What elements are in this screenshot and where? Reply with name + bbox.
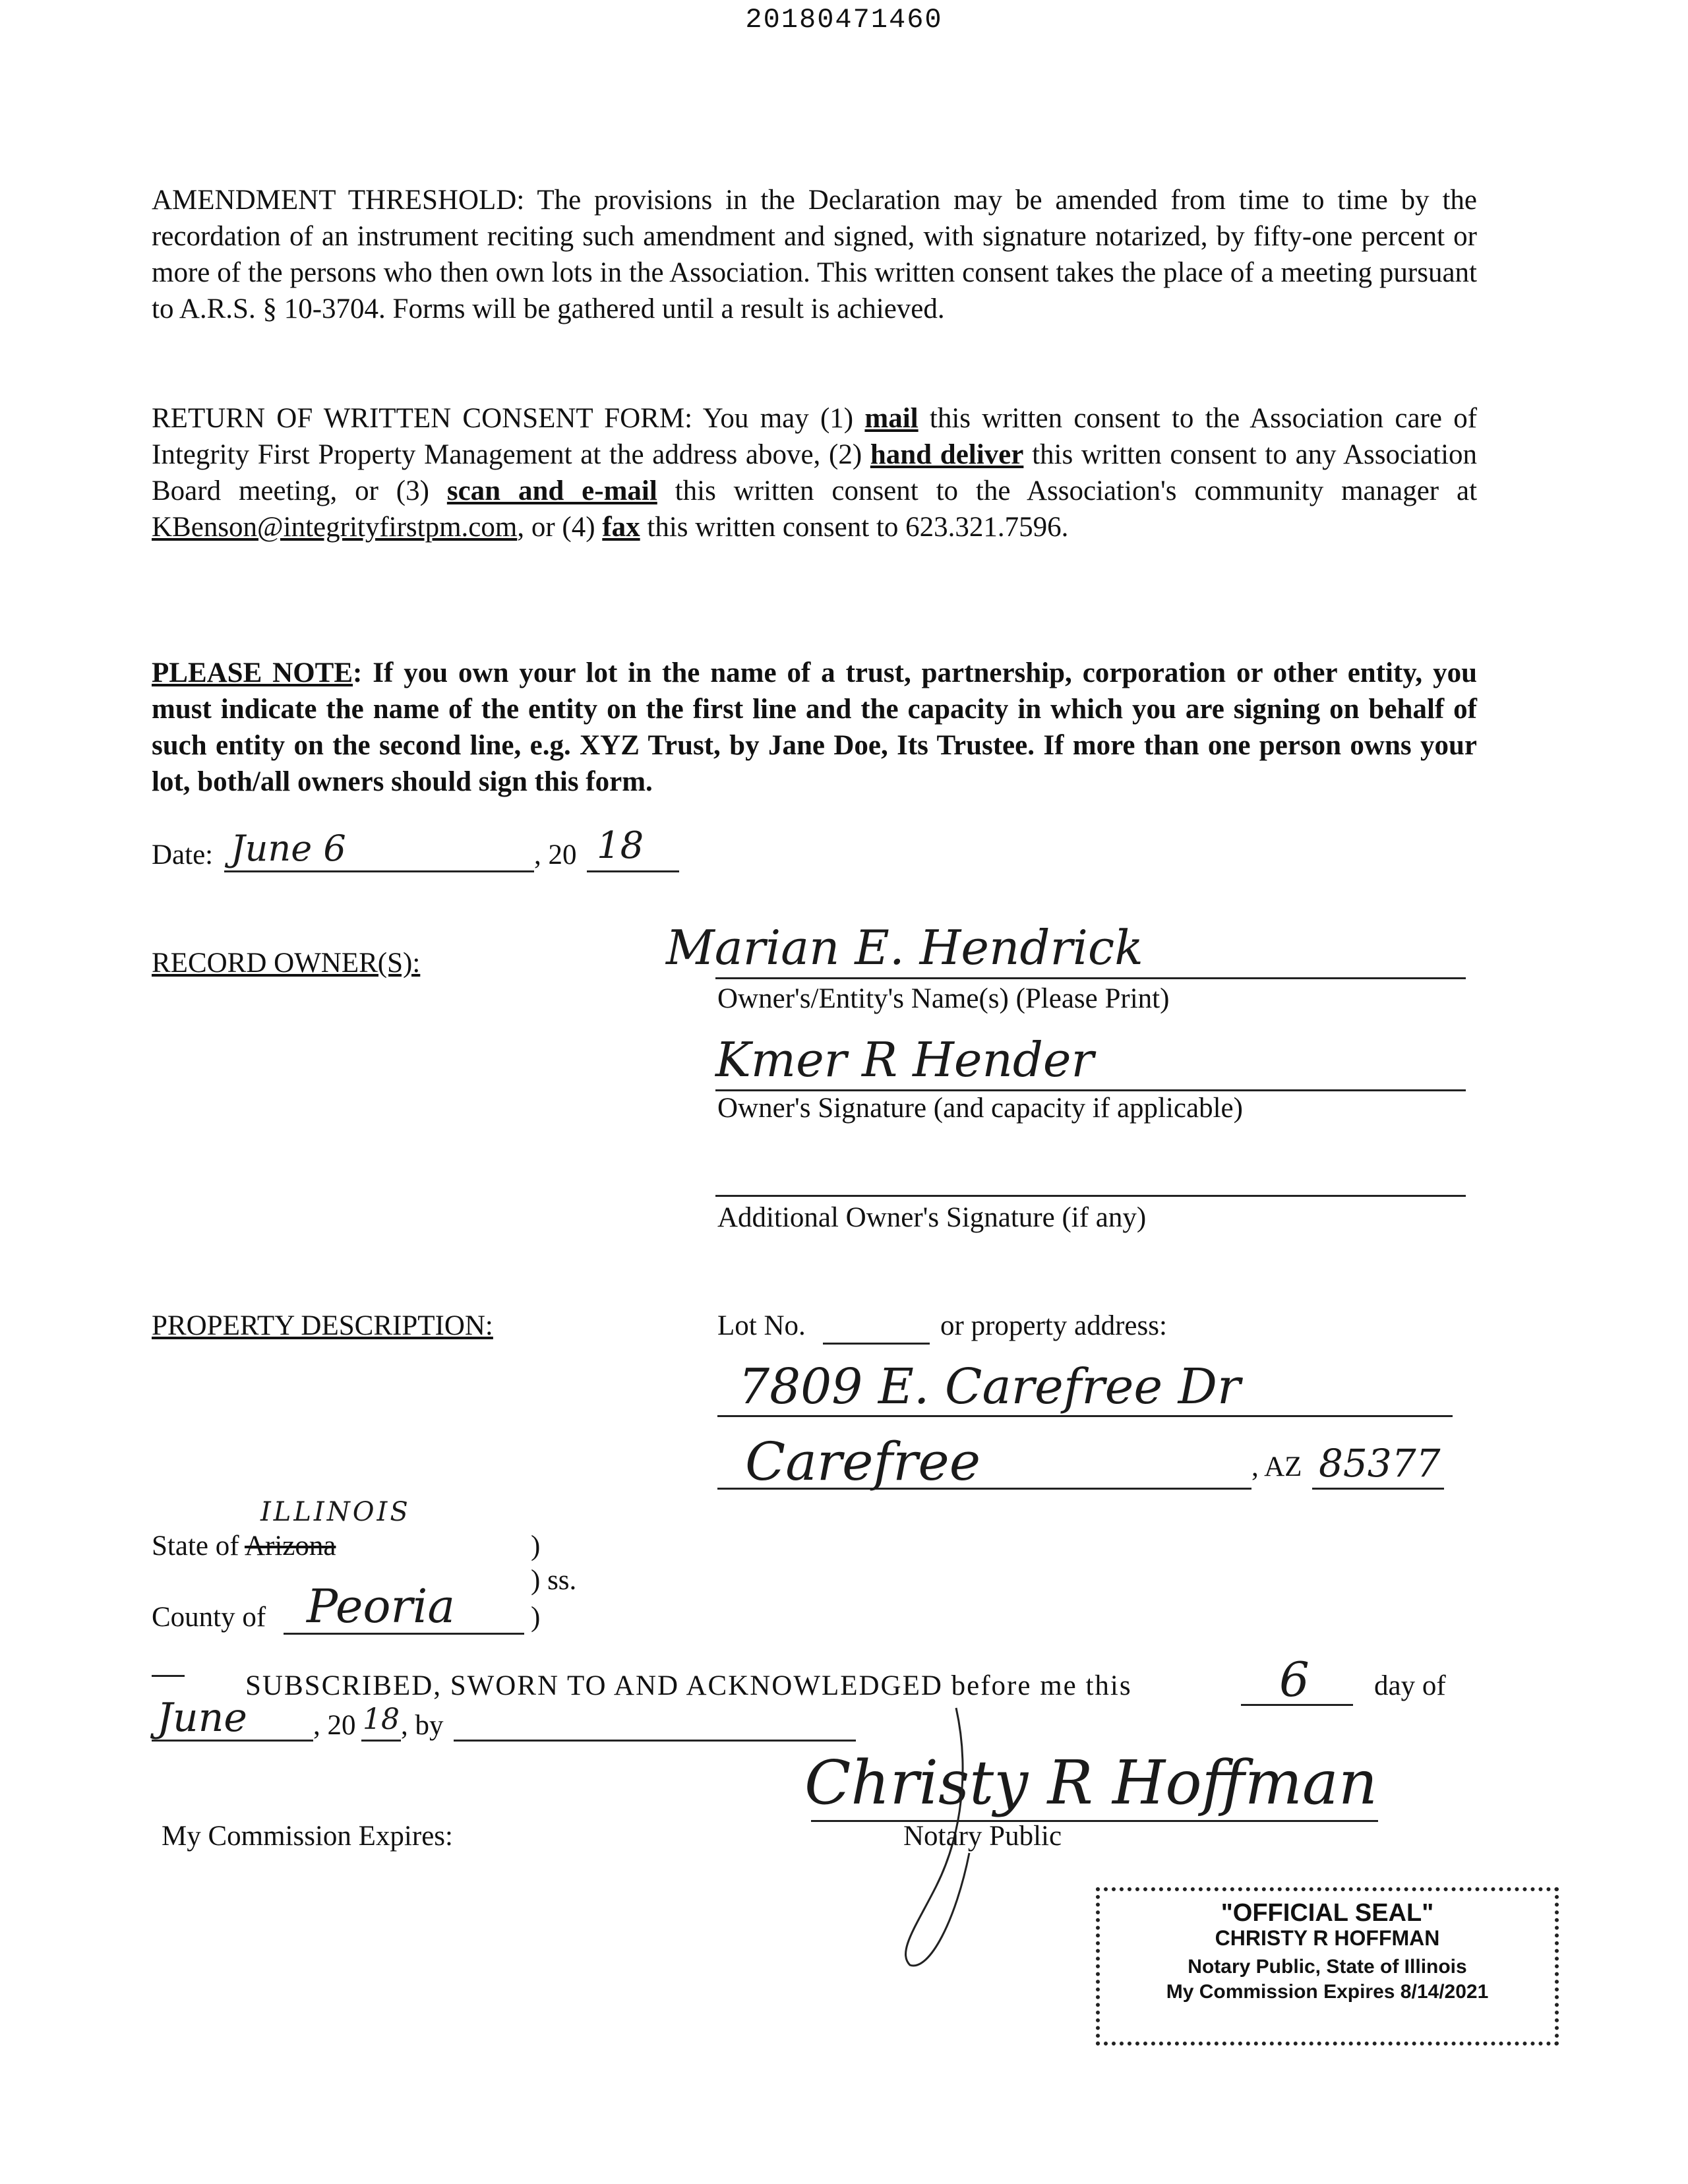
additional-owner-caption: Additional Owner's Signature (if any) [717,1202,1147,1233]
date-handwritten: June 6 [231,828,346,869]
notary-signature-line[interactable] [811,1807,1378,1822]
subscribed-dash [152,1675,185,1677]
amendment-heading: AMENDMENT THRESHOLD: [152,185,525,216]
property-address-label: or property address: [940,1310,1167,1341]
month-handwritten: June [157,1695,247,1741]
notary-signature-handwritten: Christy R Hoffman [804,1747,1378,1818]
return-text-3: this written consent to any Association Board meeting, or (3) [152,439,1478,506]
please-note-paragraph [152,655,1477,800]
day-handwritten: 6 [1279,1652,1310,1707]
state-az-label: , AZ [1251,1451,1302,1482]
notary-public-caption: Notary Public [903,1821,1062,1852]
return-text-5: , or (4) [517,512,595,543]
venue-paren-2: ) [531,1602,541,1633]
county-handwritten: Peoria [307,1579,456,1633]
state-handwritten: ILLINOIS [260,1497,411,1527]
official-seal [1096,1887,1559,2046]
date-label: Date: [152,839,214,870]
amendment-text: The provisions in the Declaration may be amended from time to time by the recordation of an instrument reciting such amendment and signed, with signature notarized, by fifty-one percent or more of the persons who then own lots in the Association. This written consent takes the place of a meeting pursuant to A.R.S. § 10-3704. Forms will be gathered until a result is achieved. [152,185,1477,324]
amendment-paragraph [152,182,1477,327]
owner-signature-caption: Owner's Signature (and capacity if applicable) [717,1093,1243,1124]
subscribed-text: SUBSCRIBED, SWORN TO AND ACKNOWLEDGED before me this [245,1670,1132,1701]
zip-handwritten: 85377 [1319,1441,1441,1486]
scan-email-option: scan and e-mail [446,475,657,506]
return-text-4: this written consent to the Association's community manager at [675,475,1478,506]
hand-deliver-option: hand deliver [870,439,1024,470]
by-field[interactable] [454,1708,856,1742]
seal-line-4: My Commission Expires 8/14/2021 [1166,1981,1489,2003]
property-description-label: PROPERTY DESCRIPTION: [152,1310,493,1341]
lot-number-field[interactable] [823,1310,930,1345]
return-heading: RETURN OF WRITTEN CONSENT FORM: [152,403,693,434]
document-number: 20180471460 [745,4,943,36]
property-city-handwritten: Carefree [745,1431,981,1492]
by-label: , by [401,1710,444,1741]
lot-number-label: Lot No. [717,1310,806,1341]
date-year-prefix: , 20 [534,839,577,870]
owner-signature-handwritten: Kmer R Hender [715,1032,1094,1087]
state-struck-text: Arizona [244,1531,336,1562]
please-note-heading: PLEASE NOTE [152,657,353,688]
date-year-handwritten: 18 [597,824,644,867]
return-text-6: this written consent to 623.321.7596. [647,512,1069,543]
notary-year-handwritten: 18 [363,1703,400,1736]
notary-year-prefix: , 20 [313,1710,356,1741]
venue-state [152,1530,336,1562]
return-form-paragraph [152,400,1477,545]
manager-email-link[interactable]: KBenson@integrityfirstpm.com [152,512,518,543]
venue-ss: ) ss. [531,1565,577,1596]
return-text-1: You may (1) [702,403,854,434]
commission-expires-label: My Commission Expires: [162,1821,453,1852]
venue-paren-1: ) [531,1531,541,1562]
county-of-label: County of [152,1602,266,1633]
property-address-handwritten: 7809 E. Carefree Dr [738,1358,1241,1415]
owner-name-handwritten: Marian E. Hendrick [666,920,1143,975]
mail-option: mail [864,403,919,434]
fax-option: fax [602,512,640,543]
state-of-label: State of [152,1531,239,1562]
additional-owner-signature-field[interactable] [715,1161,1466,1197]
record-owner-label: RECORD OWNER(S): [152,948,421,979]
seal-line-1: "OFFICIAL SEAL" [1221,1899,1434,1927]
day-of-label: day of [1374,1670,1446,1701]
please-note-text: : If you own your lot in the name of a trust, partnership, corporation or other entity, you must indicate the name of the entity on the first line and the capacity in which you are signing on behalf of such entity on the second line, e.g. XYZ Trust, by Jane Doe, Its Trustee. If more than one person owns your lot, both/all owners should sign this form. [152,657,1477,797]
seal-line-2: CHRISTY R HOFFMAN [1215,1926,1440,1950]
seal-line-3: Notary Public, State of Illinois [1188,1956,1467,1978]
owner-name-caption: Owner's/Entity's Name(s) (Please Print) [717,983,1170,1014]
return-text-2: this written consent to the Association care of Integrity First Property Management at the address above, (2) [152,403,1478,470]
